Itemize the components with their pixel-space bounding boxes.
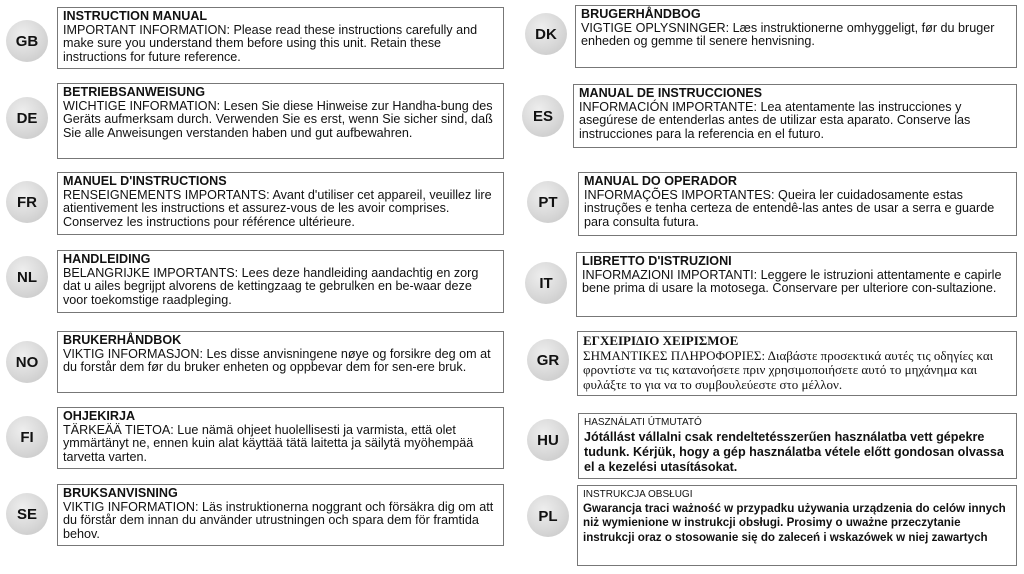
instruction-box <box>57 407 504 469</box>
instruction-box <box>57 250 504 313</box>
language-badge: FR <box>6 181 48 223</box>
instruction-box <box>57 331 504 393</box>
language-badge: DE <box>6 97 48 139</box>
manual-title: MANUEL D'INSTRUCTIONS <box>63 174 227 188</box>
manual-title: INSTRUKCJA OBSŁUGI <box>583 489 693 500</box>
instruction-box <box>578 172 1017 236</box>
language-badge: IT <box>525 262 567 304</box>
language-badge: DK <box>525 13 567 55</box>
manual-text: INFORMAZIONI IMPORTANTI: Leggere le istruzioni attentamente e capirle bene prima di usare la motosega. Conservare per ulteriore con-sultazione. <box>582 267 1002 296</box>
instruction-box <box>573 84 1017 148</box>
manual-text: WICHTIGE INFORMATION: Lesen Sie diese Hinweise zur Handha-bung des Geräts aufmerksam durch. Verwenden Sie es erst, wenn Sie sicher sind, daß Sie alle Anweisungen verstanden haben und gut aufbewahren. <box>63 98 493 140</box>
instruction-box <box>577 331 1017 396</box>
manual-text: RENSEIGNEMENTS IMPORTANTS: Avant d'utiliser cet appareil, veuillez lire atientivement les instructions et assurez-vous de les avoir comprises. Conservez les instructions pour référence ultérieure. <box>63 187 492 229</box>
manual-title: ΕΓΧΕΙΡΙΔΙΟ ΧΕΙΡΙΣΜΟΕ <box>583 333 739 348</box>
manual-title: BETRIEBSANWEISUNG <box>63 85 206 99</box>
manual-text: VIGTIGE OPLYSNINGER: Læs instruktionerne omhyggeligt, før du bruger enheden og gemme til senere henvisning. <box>581 20 995 49</box>
language-badge: NO <box>6 341 48 383</box>
instruction-box <box>577 485 1017 566</box>
manual-text: TÄRKEÄÄ TIETOA: Lue nämä ohjeet huolellisesti ja varmista, että olet ymmärtänyt ne, ennen kuin alat käyttää tätä laitetta ja säilytä myöhempää tarvetta varten. <box>63 422 474 464</box>
manual-title: BRUGERHÅNDBOG <box>581 7 701 21</box>
instruction-box <box>575 5 1017 68</box>
language-badge: SE <box>6 493 48 535</box>
manual-text: Gwarancja traci ważność w przypadku używania urządzenia do celów innych niż wymienione w instrukcji obsługi. Prosimy o uważne przeczytanie instrukcji oraz o stosowanie się do zaleceń i wskazówek w niej zawartych <box>583 501 1006 544</box>
manual-text: INFORMACIÓN IMPORTANTE: Lea atentamente las instrucciones y asegúrese de entenderlas antes de utilizar esta aparato. Conserve las instrucciones para la referencia en el futuro. <box>579 99 971 141</box>
manual-text: INFORMAÇÕES IMPORTANTES: Queira ler cuidadosamente estas instruções e tenha certeza de entendê-las antes de usar a serra e guarde para consulta futura. <box>584 187 995 229</box>
manual-title: HASZNÁLATI ÚTMUTATÓ <box>584 417 702 428</box>
language-badge: GR <box>527 339 569 381</box>
manual-text: IMPORTANT INFORMATION: Please read these instructions carefully and make sure you understand them before using this unit. Retain these instructions for future reference. <box>63 22 478 64</box>
instruction-box <box>57 7 504 69</box>
instruction-box <box>57 83 504 159</box>
manual-text: VIKTIG INFORMATION: Läs instruktionerna noggrant och försäkra dig om att du förstår dem innan du använder utrustningen och spara dem för framtida behov. <box>63 499 494 541</box>
language-badge: PL <box>527 495 569 537</box>
manual-text: ΣΗΜΑΝΤΙΚΕΣ ΠΛΗΡΟΦΟΡΙΕΣ: Διαβάστε προσεκτικά αυτές τις οδηγίες και φροντίστε να τις κατανοήσετε πριν χρησιμοποιήσετε αυτό το μηχάνημα και φυλάξτε το για να το συμβουλεύεστε στο μέλλον. <box>583 347 994 392</box>
language-badge: PT <box>527 181 569 223</box>
manual-title: OHJEKIRJA <box>63 409 136 423</box>
language-badge: FI <box>6 416 48 458</box>
manual-title: HANDLEIDING <box>63 252 151 266</box>
manual-title: LIBRETTO D'ISTRUZIONI <box>582 254 732 268</box>
instruction-box <box>576 252 1017 317</box>
language-badge: HU <box>527 419 569 461</box>
language-badge: GB <box>6 20 48 62</box>
instruction-box <box>57 484 504 546</box>
instruction-box <box>57 172 504 235</box>
manual-text: Jótállást vállalni csak rendeltetésszerűen használatba vett gépekre tudunk. Kérjük, hogy a gép használatba vétele előtt gondosan olvassa el a kezelési utasításokat. <box>584 429 1004 474</box>
manual-title: BRUKSANVISNING <box>63 486 178 500</box>
manual-title: INSTRUCTION MANUAL <box>63 9 208 23</box>
language-badge: NL <box>6 256 48 298</box>
manual-title: MANUAL DO OPERADOR <box>584 174 737 188</box>
manual-title: MANUAL DE INSTRUCCIONES <box>579 86 763 100</box>
instruction-box <box>578 413 1017 479</box>
manual-title: BRUKERHÅNDBOK <box>63 333 182 347</box>
manual-text: VIKTIG INFORMASJON: Les disse anvisningene nøye og forsikre deg om at du forstår dem før du bruker enheten og oppbevar dem for sen-ere bruk. <box>63 346 491 375</box>
language-badge: ES <box>522 95 564 137</box>
manual-text: BELANGRIJKE IMPORTANTS: Lees deze handleiding aandachtig en zorg dat u ailes begrijpt alvorens de kettingzaag te gebrulken en be-waar deze voor toekomstige raadpleging. <box>63 265 479 307</box>
